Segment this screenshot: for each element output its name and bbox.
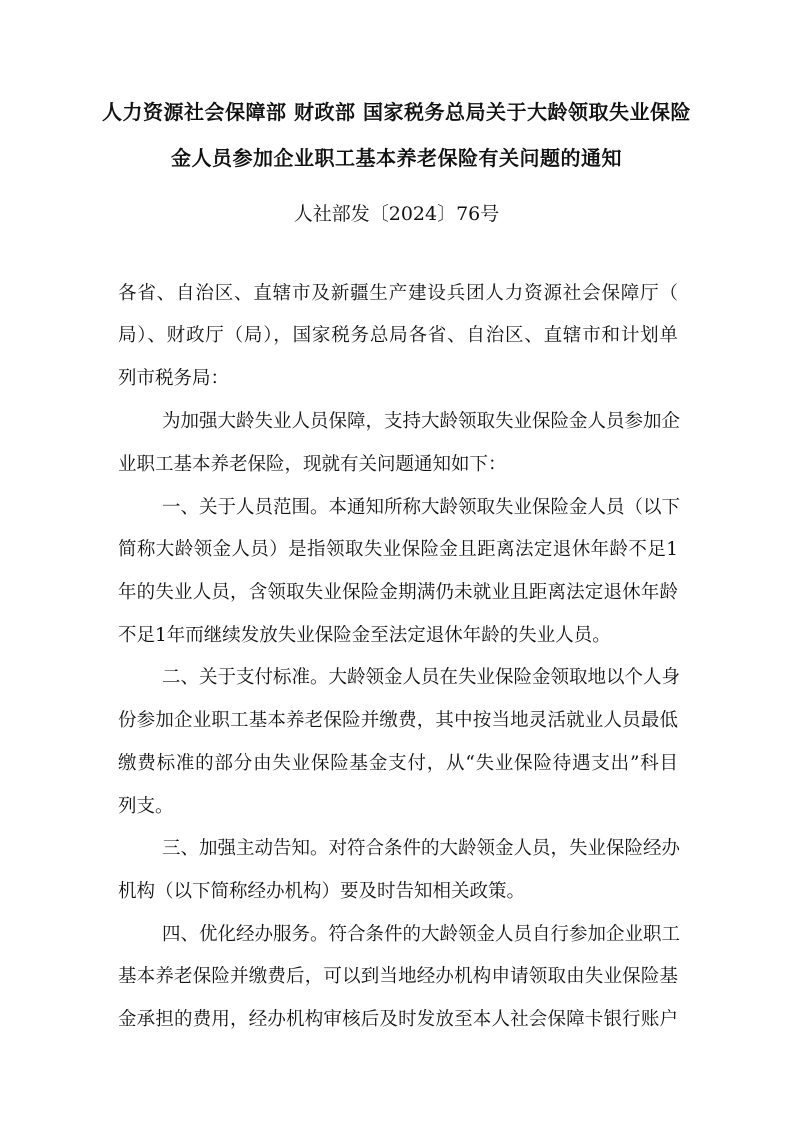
addressee-line: 局）、财政厅（局），国家税务总局各省、自治区、直辖市和计划单 xyxy=(118,325,678,346)
paragraph-line: 机构（以下简称经办机构）要及时告知相关政策。 xyxy=(118,881,526,902)
paragraph-line: 不足1年而继续发放失业保险金至法定退休年龄的失业人员。 xyxy=(118,625,611,646)
document-title-line-2: 金人员参加企业职工基本养老保险有关问题的通知 xyxy=(171,146,622,170)
document-number: 人社部发〔2024〕76号 xyxy=(293,203,500,225)
paragraph-line: 一、关于人员范围。本通知所称大龄领取失业保险金人员（以下 xyxy=(162,497,681,518)
addressee-line: 列市税务局： xyxy=(118,368,230,389)
paragraph-line: 缴费标准的部分由失业保险基金支付，从“失业保险待遇支出”科目 xyxy=(118,753,678,774)
paragraph-line: 列支。 xyxy=(118,796,174,817)
paragraph-line: 三、加强主动告知。对符合条件的大龄领金人员，失业保险经办 xyxy=(162,838,681,859)
paragraph-line: 二、关于支付标准。大龄领金人员在失业保险金领取地以个人身 xyxy=(162,667,681,688)
paragraph-line: 业职工基本养老保险，现就有关问题通知如下： xyxy=(118,454,507,475)
paragraph-line: 四、优化经办服务。符合条件的大龄领金人员自行参加企业职工 xyxy=(162,924,681,945)
paragraph-line: 简称大龄领金人员）是指领取失业保险金且距离法定退休年龄不足1 xyxy=(118,539,678,560)
paragraph-line: 年的失业人员，含领取失业保险金期满仍未就业且距离法定退休年龄 xyxy=(118,582,678,603)
paragraph-line: 为加强大龄失业人员保障，支持大龄领取失业保险金人员参加企 xyxy=(162,411,681,432)
paragraph-line: 基本养老保险并缴费后，可以到当地经办机构申请领取由失业保险基 xyxy=(118,966,678,987)
document-title-line-1: 人力资源社会保障部 财政部 国家税务总局关于大龄领取失业保险 xyxy=(102,100,691,124)
paragraph-line: 份参加企业职工基本养老保险并缴费，其中按当地灵活就业人员最低 xyxy=(118,710,678,731)
addressee-line: 各省、自治区、直辖市及新疆生产建设兵团人力资源社会保障厅（ xyxy=(118,283,678,304)
paragraph-line: 金承担的费用，经办机构审核后及时发放至本人社会保障卡银行账户 xyxy=(118,1009,678,1030)
